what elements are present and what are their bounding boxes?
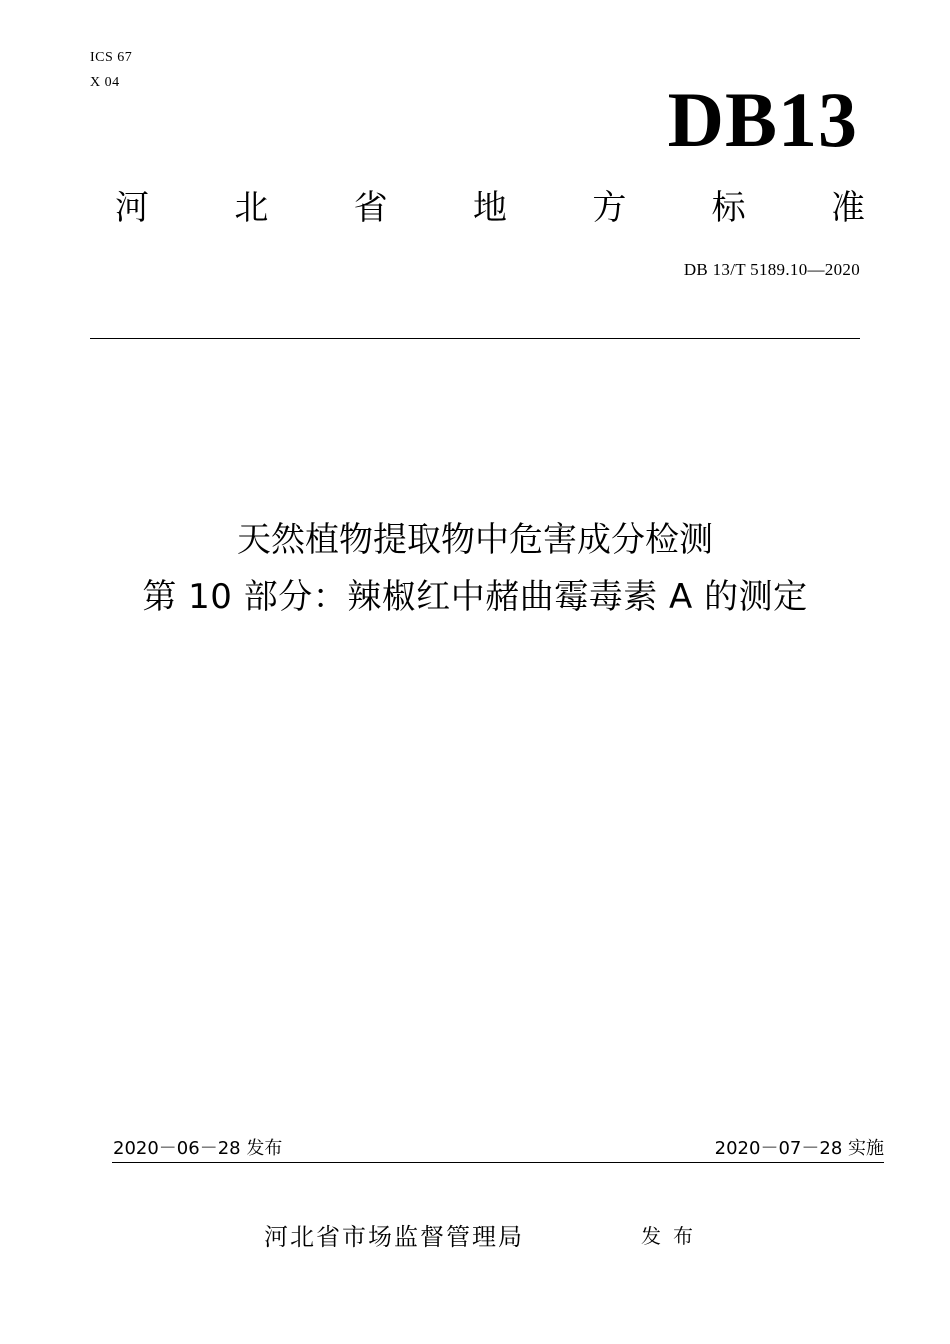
standard-number: DB 13/T 5189.10—2020 [683,260,860,279]
implementation-date: 2020－07－28 实施 [714,1138,884,1159]
standard-logo-code: DB13 [667,76,858,163]
document-title-line-1: 天然植物提取物中危害成分检测 [237,520,713,560]
standard-type-char: 河 [115,188,149,228]
standard-type-char: 准 [830,188,865,228]
issuing-authority: 河北省市场监督管理局 [264,1223,524,1251]
standard-type-char: 北 [234,188,269,228]
header-divider [90,338,860,339]
standard-type-char: 地 [472,188,507,228]
standard-type-heading [112,186,868,230]
issue-label: 发布 [641,1224,705,1248]
issue-date: 2020－06－28 发布 [113,1138,283,1159]
ccs-code: X 04 [90,75,120,90]
standard-type-char: 省 [353,188,388,228]
footer-divider [112,1162,884,1163]
standard-type-char: 标 [711,188,746,228]
standard-type-char: 方 [592,188,627,228]
document-title-line-2: 第 10 部分：辣椒红中赭曲霉毒素 A 的测定 [142,577,808,617]
ics-code: ICS 67 [90,50,133,65]
